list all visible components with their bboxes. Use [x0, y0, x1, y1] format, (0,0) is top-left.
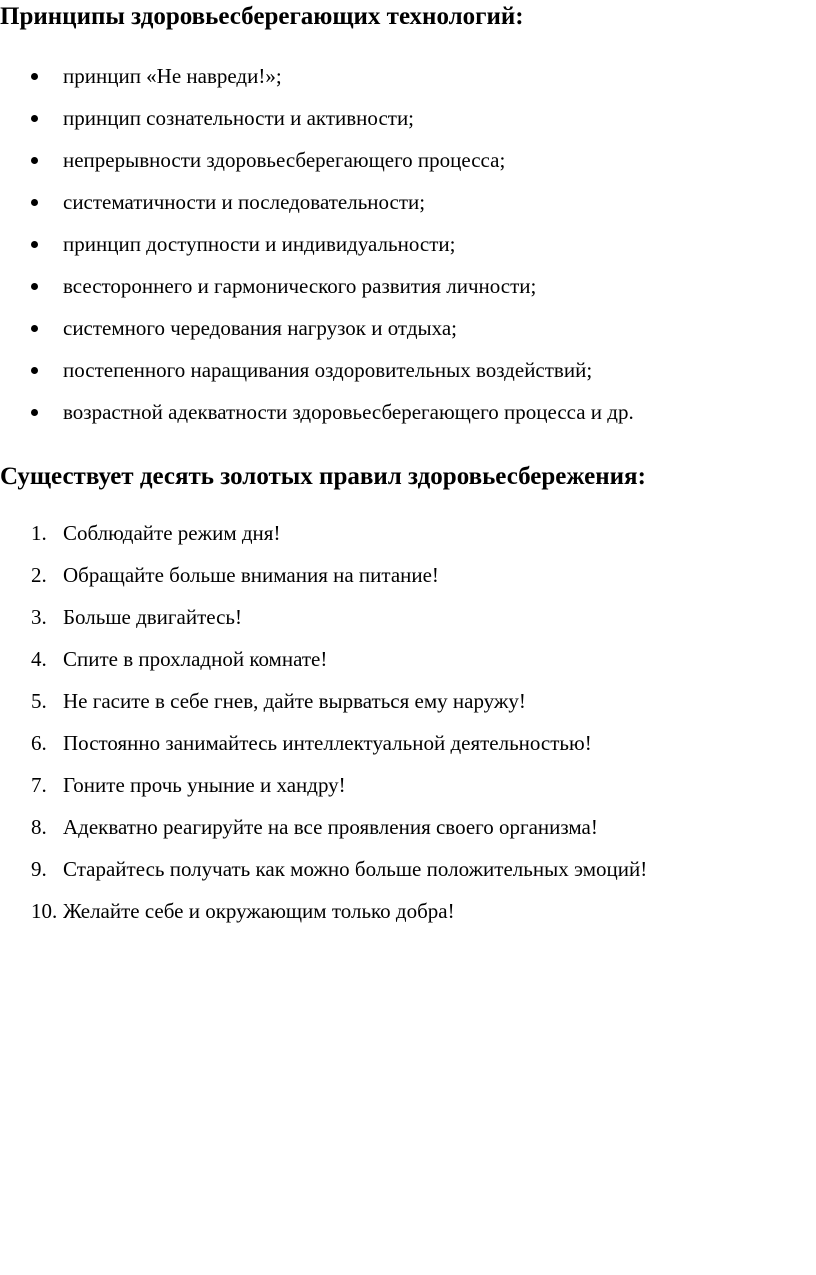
list-number: 6. — [31, 731, 47, 755]
principles-heading: Принципы здоровьесберегающих технологий: — [0, 3, 524, 30]
list-item-text: Гоните прочь уныние и хандру! — [63, 773, 346, 797]
list-item-text: Желайте себе и окружающим только добра! — [63, 899, 455, 923]
bullet-icon — [31, 199, 38, 206]
list-item-text: Постоянно занимайтесь интеллектуальной деятельностью! — [63, 731, 592, 755]
bullet-icon — [31, 409, 38, 416]
list-number: 10. — [31, 899, 58, 923]
bullet-icon — [31, 241, 38, 248]
list-item-text: Адекватно реагируйте на все проявления своего организма! — [63, 815, 598, 839]
list-item-text: Не гасите в себе гнев, дайте вырваться ему наружу! — [63, 689, 526, 713]
list-number: 3. — [31, 605, 47, 629]
bullet-icon — [31, 73, 38, 80]
list-item-text: принцип «Не навреди!»; — [63, 64, 282, 88]
list-item-text: постепенного наращивания оздоровительных воздействий; — [63, 358, 593, 382]
bullet-icon — [31, 325, 38, 332]
list-item-text: возрастной адекватности здоровьесберегающего процесса и др. — [63, 400, 634, 424]
list-item-text: всестороннего и гармонического развития личности; — [63, 274, 537, 298]
list-number: 9. — [31, 857, 47, 881]
list-item-text: систематичности и последовательности; — [63, 190, 426, 214]
list-item-text: Соблюдайте режим дня! — [63, 521, 281, 545]
list-number: 5. — [31, 689, 47, 713]
list-number: 4. — [31, 647, 47, 671]
list-item-text: Старайтесь получать как можно больше положительных эмоций! — [63, 857, 648, 881]
bullet-icon — [31, 283, 38, 290]
list-number: 1. — [31, 521, 47, 545]
list-item-text: системного чередования нагрузок и отдыха; — [63, 316, 458, 340]
bullet-icon — [31, 157, 38, 164]
list-number: 7. — [31, 773, 47, 797]
list-item-text: принцип сознательности и активности; — [63, 106, 415, 130]
bullet-icon — [31, 367, 38, 374]
bullet-icon — [31, 115, 38, 122]
list-item-text: Обращайте больше внимания на питание! — [63, 563, 439, 587]
list-item-text: принцип доступности и индивидуальности; — [63, 232, 456, 256]
list-item-text: непрерывности здоровьесберегающего процесса; — [63, 148, 506, 172]
list-number: 8. — [31, 815, 47, 839]
list-item-text: Спите в прохладной комнате! — [63, 647, 328, 671]
golden-rules-heading: Существует десять золотых правил здоровьесбережения: — [0, 463, 646, 490]
list-number: 2. — [31, 563, 47, 587]
list-item-text: Больше двигайтесь! — [63, 605, 243, 629]
